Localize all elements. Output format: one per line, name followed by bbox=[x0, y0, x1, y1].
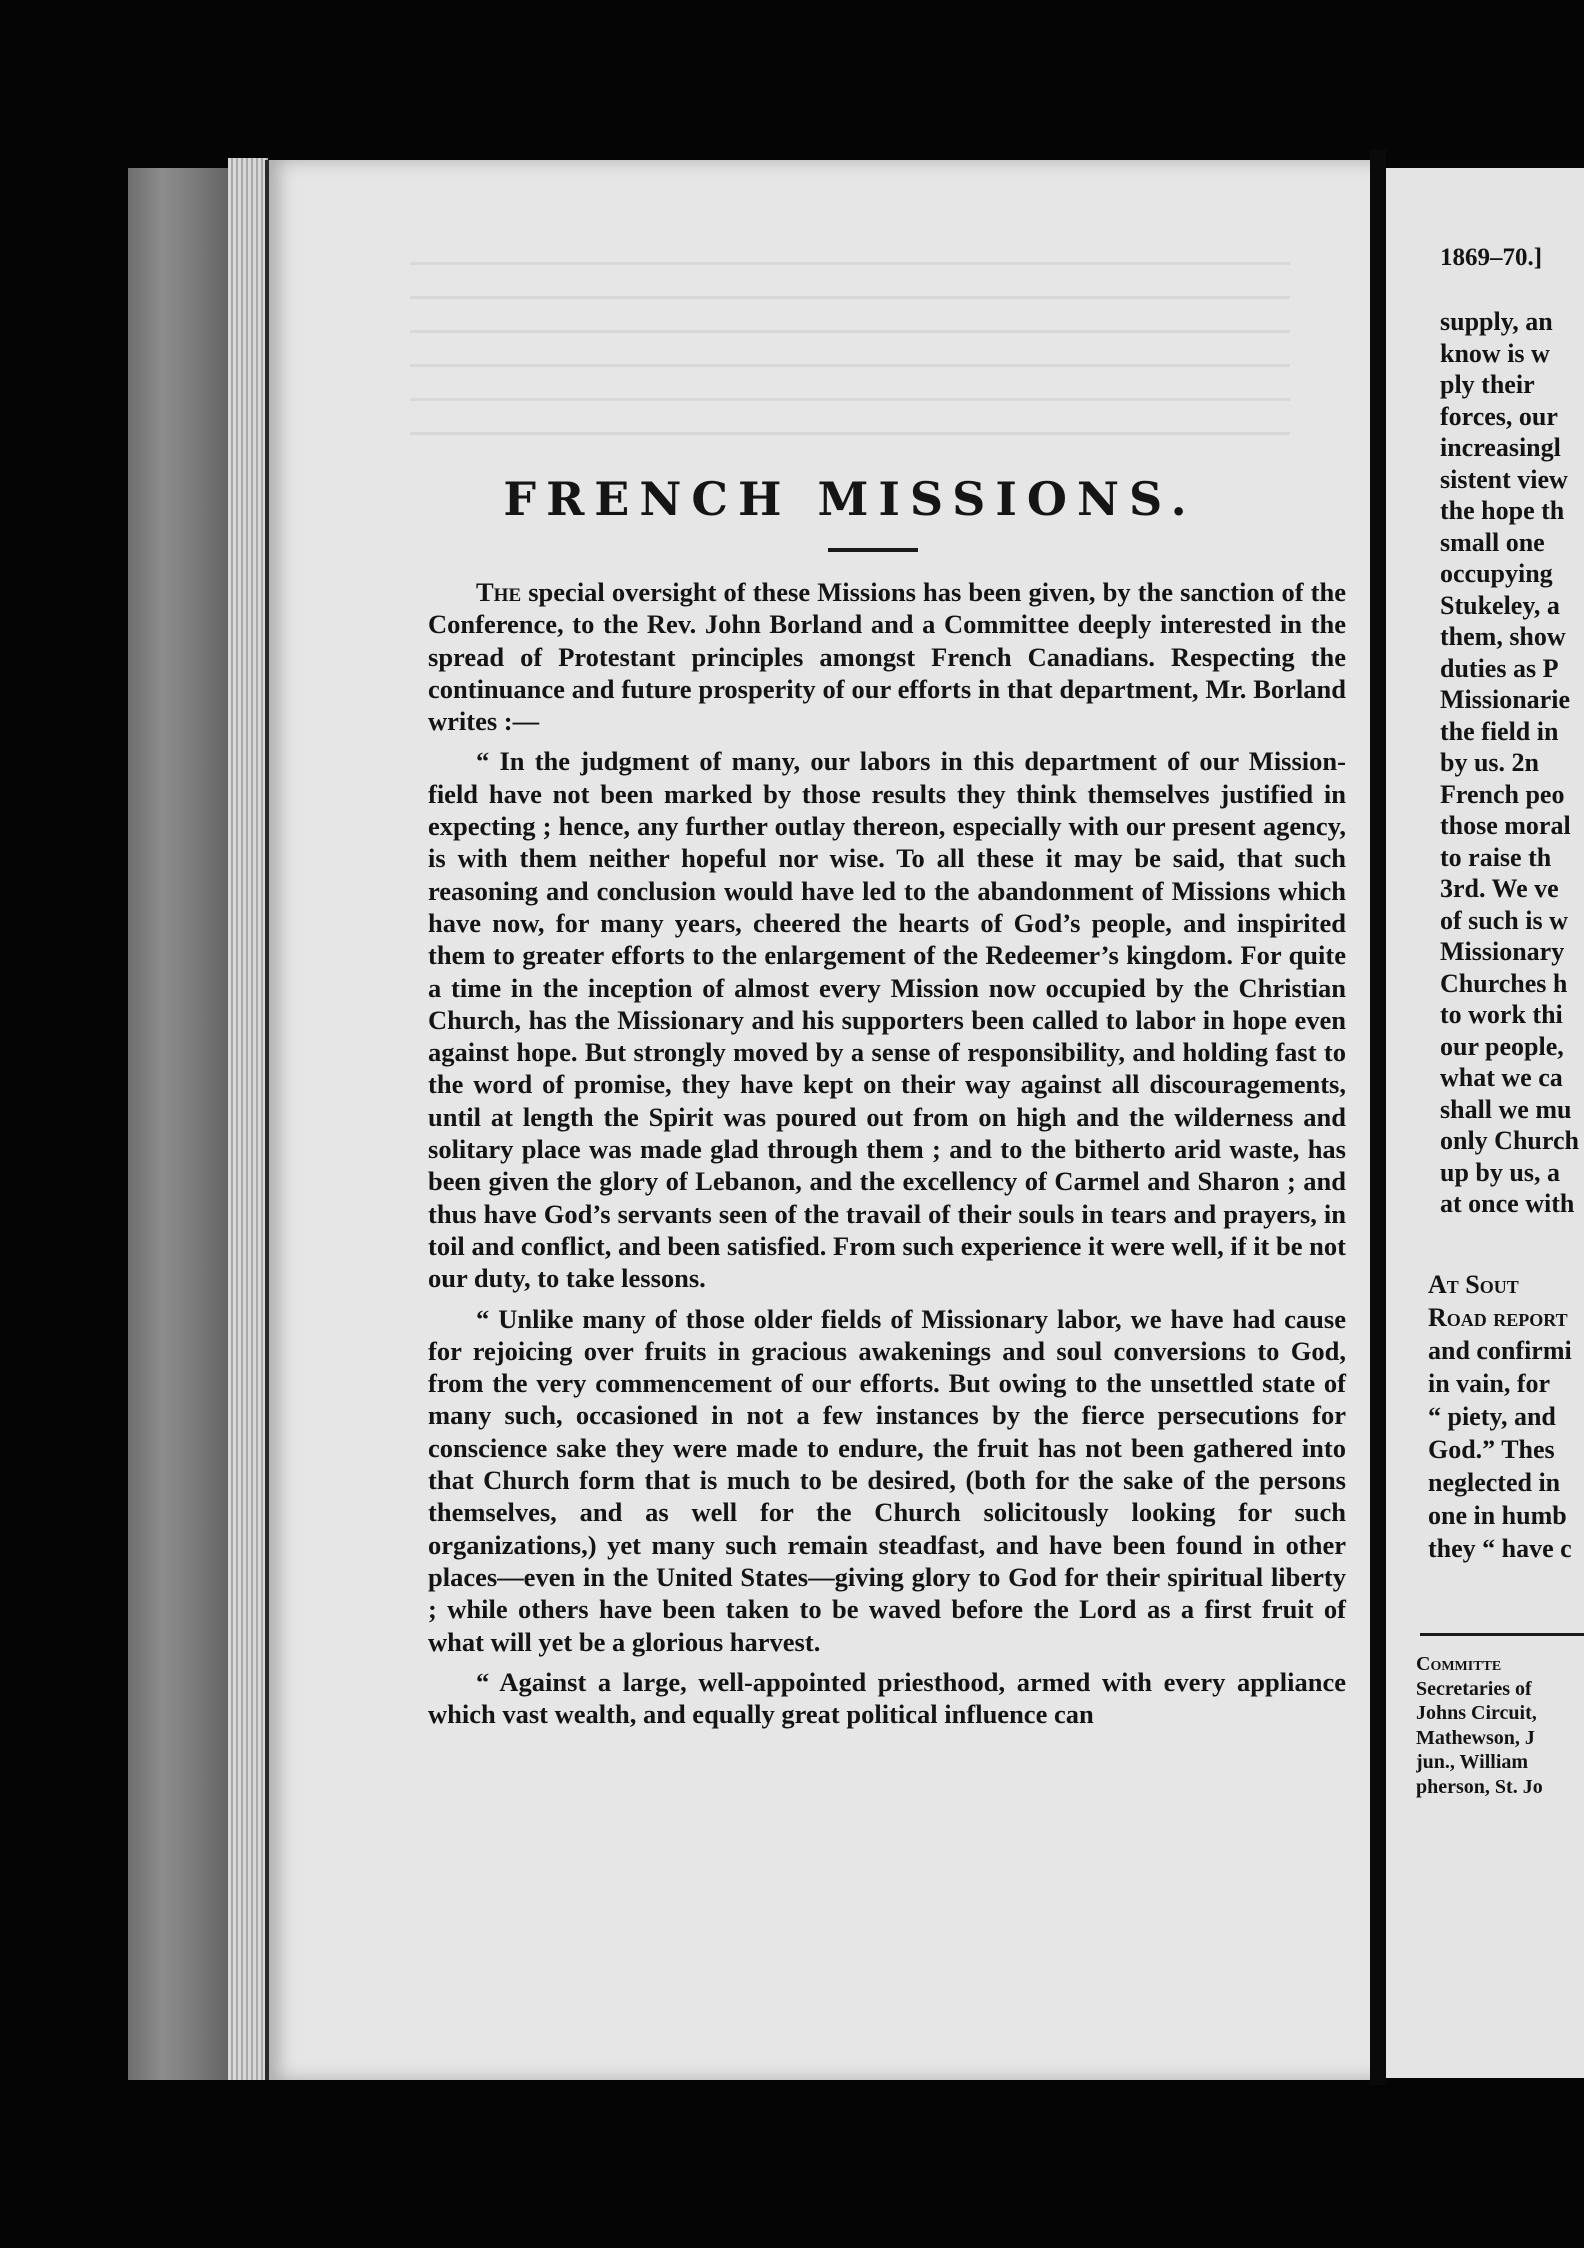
right-page-line: jun., William bbox=[1416, 1751, 1529, 1773]
right-page-line: supply, an bbox=[1440, 307, 1553, 336]
paragraph bbox=[428, 1303, 1346, 1658]
right-page-line: God.” Thes bbox=[1428, 1435, 1555, 1464]
right-page-line: sistent view bbox=[1440, 464, 1568, 494]
right-page-line: French peo bbox=[1440, 779, 1565, 809]
paragraph bbox=[428, 745, 1346, 1294]
right-page-line: “ piety, and bbox=[1428, 1402, 1556, 1431]
right-page-line: Missionary bbox=[1440, 937, 1565, 966]
right-page-line: small one bbox=[1440, 527, 1545, 557]
right-page-line: our people, bbox=[1440, 1031, 1564, 1061]
right-page-line: by us. 2n bbox=[1440, 748, 1539, 777]
right-page-column-bottom bbox=[1416, 1652, 1566, 1799]
right-page-line: Churches h bbox=[1440, 968, 1568, 998]
right-page-line: at once with bbox=[1440, 1189, 1575, 1218]
right-page-line: shall we mu bbox=[1440, 1094, 1572, 1124]
right-page-line: Missionarie bbox=[1440, 685, 1570, 714]
right-page-line: them, show bbox=[1440, 622, 1566, 651]
page-title: FRENCH MISSIONS. bbox=[503, 472, 1197, 526]
right-page-header: 1869–70.] bbox=[1440, 244, 1543, 271]
page-stack-edge bbox=[228, 158, 268, 2080]
right-page-line: know is w bbox=[1440, 338, 1550, 368]
right-page-line: Stukeley, a bbox=[1440, 590, 1560, 620]
paragraph bbox=[428, 1666, 1346, 1731]
right-page-column-middle bbox=[1428, 1268, 1578, 1565]
paragraph-text: “ Against a large, well-appointed priesthood, armed with every appliance which vast wealth, and equally great political influence can bbox=[428, 1666, 1346, 1730]
right-page-line: what we ca bbox=[1440, 1063, 1563, 1092]
paragraph bbox=[428, 576, 1346, 737]
page-gutter bbox=[1370, 150, 1386, 2085]
right-page-line: 3rd. We ve bbox=[1440, 874, 1559, 903]
right-page-line: up by us, a bbox=[1440, 1157, 1560, 1187]
paragraph-lead: The bbox=[476, 577, 522, 607]
right-page-line: Johns Circuit, bbox=[1416, 1702, 1537, 1724]
right-page-line: and confirmi bbox=[1428, 1336, 1572, 1365]
right-page-line: the hope th bbox=[1440, 496, 1565, 525]
right-page-line: Road report bbox=[1428, 1303, 1568, 1332]
paragraph-text: “ Unlike many of those older fields of Missionary labor, we have had cause for rejoicing over fruits in gracious awakenings and soul conversions to God, from the very commencement of our efforts. But owing to the unsettled state of many such, occasioned in not a few instances by the fierce persecutions for conscience sake they were made to endure, the fruit has not been gathered into that Church form that is much to be desired, (both for the sake of the persons themselves, and as well for the Church solicitously looking for such organizations,) yet many such remain steadfast, and have been found in other places—even in the United States—giving glory to God for their spiritual liberty ; while others have been taken to be waved before the Lord as a first fruit of what will yet be a glorious harvest. bbox=[428, 1303, 1346, 1657]
right-page-line: Mathewson, J bbox=[1416, 1726, 1535, 1749]
right-page-line: they “ have c bbox=[1428, 1534, 1572, 1563]
right-page-line: Committe bbox=[1416, 1653, 1502, 1675]
right-page-column-top bbox=[1440, 306, 1584, 1220]
right-page-line: At Sout bbox=[1428, 1270, 1519, 1299]
right-page-line: to work thi bbox=[1440, 1000, 1563, 1029]
bleed-through-text bbox=[410, 262, 1290, 452]
right-page-line: duties as P bbox=[1440, 653, 1559, 683]
right-page-line: one in humb bbox=[1428, 1501, 1567, 1530]
paragraph-text: special oversight of these Missions has been given, by the sanction of the Conference, to the Rev. John Borland and a Committee deeply interested in the spread of Protestant principles amongst French Canadians. Respecting the continuance and future prosperity of our efforts in that department, Mr. Borland writes :— bbox=[428, 577, 1346, 737]
right-page-line: pherson, St. Jo bbox=[1416, 1775, 1543, 1798]
right-page-line: neglected in bbox=[1428, 1468, 1561, 1497]
right-page-line: occupying bbox=[1440, 559, 1553, 588]
right-page-line: to raise th bbox=[1440, 842, 1552, 872]
right-page-line: those moral bbox=[1440, 811, 1571, 840]
right-page-line: only Church bbox=[1440, 1126, 1579, 1155]
right-page-line: increasingl bbox=[1440, 433, 1561, 462]
right-page-line: in vain, for bbox=[1428, 1369, 1551, 1398]
right-page-line: forces, our bbox=[1440, 401, 1558, 431]
right-page-rule bbox=[1420, 1633, 1584, 1636]
right-page-line: ply their bbox=[1440, 370, 1535, 399]
right-page-line: of such is w bbox=[1440, 905, 1568, 935]
paragraph-text: “ In the judgment of many, our labors in this department of our Mission-field have not been marked by those results they think themselves justified in expecting ; hence, any further outlay thereon, especially with our present agency, is with them neither hopeful nor wise. To all these it may be said, that such reasoning and conclusion would have led to the abandonment of Missions which have now, for many years, cheered the hearts of God’s people, and inspirited them to greater efforts to the enlargement of the Redeemer’s kingdom. For quite a time in the inception of almost every Mission now occupied by the Christian Church, has the Missionary and his supporters been called to labor in hope even against hope. But strongly moved by a sense of responsibility, and holding fast to the word of promise, they have kept on their way against all discouragements, until at length the Spirit was poured out from on high and the wilderness and solitary place was made glad through them ; and to the bitherto arid waste, has been given the glory of Lebanon, and the excellency of Carmel and Sharon ; and thus have God’s servants seen of the travail of their souls in tears and prayers, in toil and conflict, and been satisfied. From such experience it were well, if it be not our duty, to take lessons. bbox=[428, 746, 1346, 1294]
article-body bbox=[428, 576, 1346, 1738]
book-spine-edge bbox=[128, 168, 243, 2080]
right-page-line: the field in bbox=[1440, 716, 1559, 746]
title-rule bbox=[828, 548, 918, 552]
right-page-line: Secretaries of bbox=[1416, 1677, 1532, 1700]
